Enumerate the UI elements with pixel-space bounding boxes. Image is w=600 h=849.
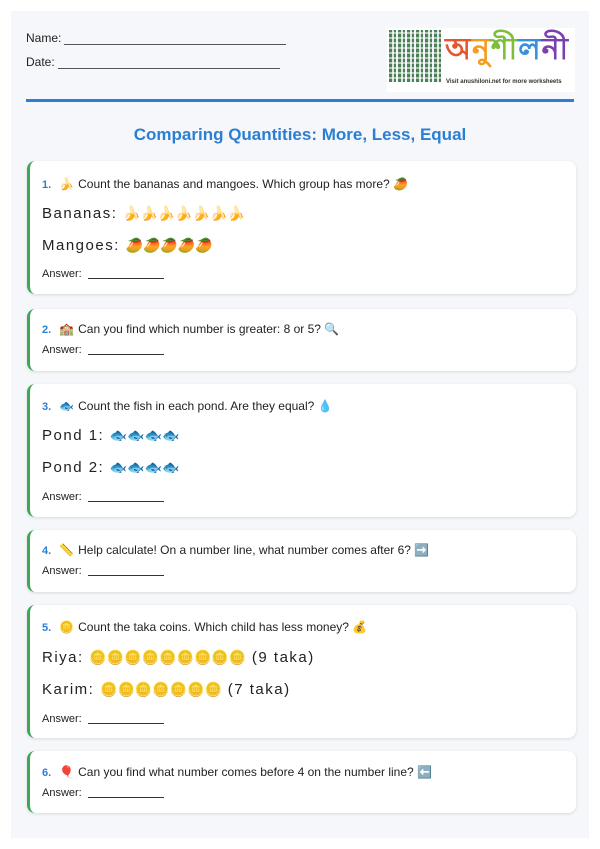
answer-field[interactable]: Answer: — [42, 787, 164, 799]
question-card-2 — [27, 309, 576, 371]
question-card-4 — [27, 530, 576, 592]
brand-tagline: Visit anushiloni.net for more worksheets — [446, 79, 562, 85]
banana-icon: 🍌 — [59, 177, 75, 191]
answer-blank[interactable] — [88, 501, 164, 502]
answer-blank[interactable] — [88, 797, 164, 798]
money-bag-icon: 💰 — [352, 620, 368, 634]
answer-field[interactable]: Answer: — [42, 491, 164, 503]
count-row: Riya: 🪙🪙🪙🪙🪙🪙🪙🪙🪙 (9 taka) — [42, 649, 315, 666]
date-field[interactable] — [26, 55, 280, 69]
name-field[interactable] — [26, 31, 286, 45]
date-blank[interactable] — [58, 58, 280, 69]
brand-wordmark: অনুশীলনী — [445, 33, 570, 66]
droplet-icon: 💧 — [317, 399, 333, 413]
count-row: Mangoes: 🥭🥭🥭🥭🥭 — [42, 237, 213, 254]
coin-icon: 🪙 — [59, 620, 75, 634]
date-label: Date: — [26, 55, 55, 69]
question-card-1 — [27, 161, 576, 294]
banana-icons: 🍌🍌🍌🍌🍌🍌🍌 — [123, 205, 246, 221]
question-card-5 — [27, 605, 576, 738]
count-row: Pond 2: 🐟🐟🐟🐟 — [42, 459, 180, 476]
count-row: Bananas: 🍌🍌🍌🍌🍌🍌🍌 — [42, 205, 246, 222]
answer-blank[interactable] — [88, 575, 164, 576]
count-row: Pond 1: 🐟🐟🐟🐟 — [42, 427, 180, 444]
left-arrow-icon: ⬅️ — [417, 765, 432, 779]
name-label: Name: — [26, 31, 62, 45]
fish-icons: 🐟🐟🐟🐟 — [109, 459, 180, 475]
qr-code-icon — [389, 30, 441, 82]
answer-field[interactable]: Answer: — [42, 565, 164, 577]
right-arrow-icon: ➡️ — [414, 543, 430, 557]
fish-icons: 🐟🐟🐟🐟 — [109, 427, 180, 443]
question-card-3 — [27, 384, 576, 517]
answer-field[interactable]: Answer: — [42, 713, 164, 725]
question-text: 1. 🍌 Count the bananas and mangoes. Which group has more? 🥭 — [42, 177, 408, 191]
answer-field[interactable]: Answer: — [42, 268, 164, 280]
mango-icon: 🥭 — [393, 177, 408, 191]
page-title: Comparing Quantities: More, Less, Equal — [133, 125, 467, 144]
count-row: Karim: 🪙🪙🪙🪙🪙🪙🪙 (7 taka) — [42, 681, 291, 698]
question-text: 6. 🎈 Can you find what number comes before 4 on the number line? ⬅️ — [42, 765, 432, 779]
school-icon: 🏫 — [59, 322, 75, 336]
answer-field[interactable]: Answer: — [42, 344, 164, 356]
mango-icons: 🥭🥭🥭🥭🥭 — [125, 237, 213, 253]
answer-blank[interactable] — [88, 278, 164, 279]
balloon-icon: 🎈 — [59, 765, 75, 779]
coin-icons: 🪙🪙🪙🪙🪙🪙🪙 — [100, 681, 223, 697]
name-blank[interactable] — [64, 34, 286, 45]
fish-icon: 🐟 — [59, 399, 75, 413]
question-text: 4. 📏 Help calculate! On a number line, what number comes after 6? ➡️ — [42, 543, 430, 557]
coin-icons: 🪙🪙🪙🪙🪙🪙🪙🪙🪙 — [89, 649, 247, 665]
brand-logo — [387, 28, 575, 92]
question-text: 2. 🏫 Can you find which number is greater: 8 or 5? 🔍 — [42, 322, 340, 336]
answer-blank[interactable] — [88, 723, 164, 724]
question-text: 5. 🪙 Count the taka coins. Which child has less money? 💰 — [42, 620, 368, 634]
question-text: 3. 🐟 Count the fish in each pond. Are they equal? 💧 — [42, 399, 333, 413]
ruler-icon: 📏 — [59, 543, 75, 557]
answer-blank[interactable] — [88, 354, 164, 355]
magnifier-icon: 🔍 — [324, 322, 340, 336]
header-divider — [26, 99, 574, 102]
worksheet-page — [11, 11, 589, 838]
question-card-6 — [27, 751, 576, 813]
